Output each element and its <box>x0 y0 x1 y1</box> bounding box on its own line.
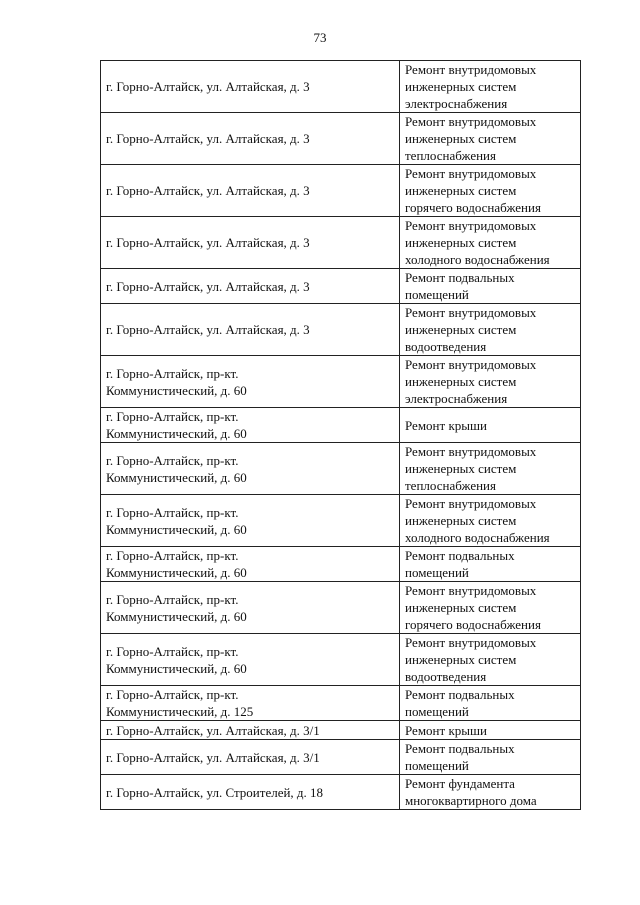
address-line: г. Горно-Алтайск, пр-кт. <box>106 365 239 381</box>
address-line: г. Горно-Алтайск, ул. Строителей, д. 18 <box>106 784 324 800</box>
works-table <box>100 60 581 810</box>
address-cell <box>101 217 400 269</box>
work-cell <box>400 775 581 810</box>
address-line: г. Горно-Алтайск, пр-кт. <box>106 452 239 468</box>
address-cell <box>101 775 400 810</box>
address-cell <box>101 495 400 547</box>
work-cell <box>400 113 581 165</box>
table-row <box>101 634 581 686</box>
work-line: инженерных систем <box>405 322 517 337</box>
work-line: Ремонт внутридомовых <box>405 635 537 650</box>
address-line: г. Горно-Алтайск, пр-кт. <box>106 409 239 424</box>
address-line: г. Горно-Алтайск, ул. Алтайская, д. 3 <box>106 235 310 250</box>
work-cell <box>400 634 581 686</box>
address-cell <box>101 547 400 582</box>
table-row <box>101 165 581 217</box>
work-cell <box>400 495 581 547</box>
table-row <box>101 304 581 356</box>
address-line: г. Горно-Алтайск, пр-кт. <box>106 687 239 702</box>
work-line: инженерных систем <box>405 235 517 250</box>
work-line: Ремонт внутридомовых <box>405 357 537 372</box>
work-cell <box>400 721 581 740</box>
address-cell <box>101 443 400 495</box>
table-row <box>101 217 581 269</box>
address-line: Коммунистический, д. 60 <box>106 608 247 624</box>
work-line: инженерных систем <box>405 600 517 615</box>
work-cell <box>400 269 581 304</box>
work-line: помещений <box>405 704 469 719</box>
work-line: водоотведения <box>405 669 487 684</box>
address-cell <box>101 113 400 165</box>
address-line: г. Горно-Алтайск, ул. Алтайская, д. 3 <box>106 131 310 146</box>
table-row <box>101 582 581 634</box>
works-table-body <box>101 61 581 810</box>
work-line: электроснабжения <box>405 391 508 406</box>
address-cell <box>101 686 400 721</box>
table-row <box>101 495 581 547</box>
address-cell <box>101 634 400 686</box>
work-cell <box>400 61 581 113</box>
address-line: Коммунистический, д. 60 <box>106 426 247 441</box>
work-line: горячего водоснабжения <box>405 617 541 632</box>
address-line: Коммунистический, д. 125 <box>106 704 254 719</box>
table-row <box>101 408 581 443</box>
address-line: Коммунистический, д. 60 <box>106 469 247 485</box>
address-cell <box>101 408 400 443</box>
table-row <box>101 61 581 113</box>
work-line: холодного водоснабжения <box>405 252 550 267</box>
work-line: Ремонт крыши <box>405 417 487 433</box>
address-line: Коммунистический, д. 60 <box>106 565 247 580</box>
work-line: теплоснабжения <box>405 148 496 163</box>
work-line: помещений <box>405 565 469 580</box>
address-cell <box>101 269 400 304</box>
work-line: холодного водоснабжения <box>405 530 550 545</box>
address-line: Коммунистический, д. 60 <box>106 382 247 398</box>
address-line: Коммунистический, д. 60 <box>106 660 247 676</box>
work-line: инженерных систем <box>405 183 517 198</box>
address-cell <box>101 582 400 634</box>
address-line: г. Горно-Алтайск, ул. Алтайская, д. 3 <box>106 278 310 294</box>
work-line: Ремонт подвальных <box>405 741 515 756</box>
work-line: инженерных систем <box>405 79 517 94</box>
work-cell <box>400 217 581 269</box>
work-line: Ремонт внутридомовых <box>405 444 537 459</box>
work-cell <box>400 686 581 721</box>
work-cell <box>400 356 581 408</box>
work-line: инженерных систем <box>405 513 517 528</box>
work-line: Ремонт внутридомовых <box>405 583 537 598</box>
table-row <box>101 686 581 721</box>
address-line: Коммунистический, д. 60 <box>106 521 247 537</box>
work-line: Ремонт подвальных <box>405 270 515 285</box>
table-row <box>101 269 581 304</box>
work-cell <box>400 740 581 775</box>
address-line: г. Горно-Алтайск, пр-кт. <box>106 591 239 607</box>
work-line: инженерных систем <box>405 461 517 476</box>
page-number: 73 <box>313 30 327 45</box>
table-row <box>101 547 581 582</box>
work-line: инженерных систем <box>405 131 517 146</box>
table-row <box>101 721 581 740</box>
work-cell <box>400 547 581 582</box>
address-line: г. Горно-Алтайск, ул. Алтайская, д. 3/1 <box>106 722 320 738</box>
work-line: инженерных систем <box>405 374 517 389</box>
work-line: Ремонт внутридомовых <box>405 305 537 320</box>
address-cell <box>101 740 400 775</box>
address-cell <box>101 356 400 408</box>
table-row <box>101 356 581 408</box>
work-line: помещений <box>405 758 469 773</box>
work-cell <box>400 408 581 443</box>
address-line: г. Горно-Алтайск, ул. Алтайская, д. 3 <box>106 183 310 198</box>
work-line: Ремонт внутридомовых <box>405 496 537 511</box>
address-line: г. Горно-Алтайск, пр-кт. <box>106 548 239 563</box>
work-line: электроснабжения <box>405 96 508 111</box>
work-line: Ремонт внутридомовых <box>405 62 537 77</box>
work-line: Ремонт подвальных <box>405 687 515 702</box>
work-line: теплоснабжения <box>405 478 496 493</box>
table-row <box>101 775 581 810</box>
address-line: г. Горно-Алтайск, пр-кт. <box>106 504 239 520</box>
work-line: Ремонт подвальных <box>405 548 515 563</box>
address-cell <box>101 721 400 740</box>
work-cell <box>400 304 581 356</box>
address-cell <box>101 304 400 356</box>
work-cell <box>400 165 581 217</box>
work-line: водоотведения <box>405 339 487 354</box>
table-row <box>101 113 581 165</box>
table-row <box>101 443 581 495</box>
address-cell <box>101 61 400 113</box>
work-line: Ремонт фундамента <box>405 776 515 791</box>
work-cell <box>400 582 581 634</box>
address-line: г. Горно-Алтайск, ул. Алтайская, д. 3 <box>106 322 310 337</box>
work-line: многоквартирного дома <box>405 793 537 808</box>
work-line: Ремонт внутридомовых <box>405 218 537 233</box>
address-cell <box>101 165 400 217</box>
work-line: Ремонт крыши <box>405 722 487 738</box>
address-line: г. Горно-Алтайск, ул. Алтайская, д. 3 <box>106 79 310 94</box>
table-row <box>101 740 581 775</box>
address-line: г. Горно-Алтайск, ул. Алтайская, д. 3/1 <box>106 749 320 765</box>
work-line: Ремонт внутридомовых <box>405 166 537 181</box>
work-line: горячего водоснабжения <box>405 200 541 215</box>
work-line: помещений <box>405 287 469 302</box>
work-cell <box>400 443 581 495</box>
work-line: Ремонт внутридомовых <box>405 114 537 129</box>
work-line: инженерных систем <box>405 652 517 667</box>
address-line: г. Горно-Алтайск, пр-кт. <box>106 643 239 659</box>
